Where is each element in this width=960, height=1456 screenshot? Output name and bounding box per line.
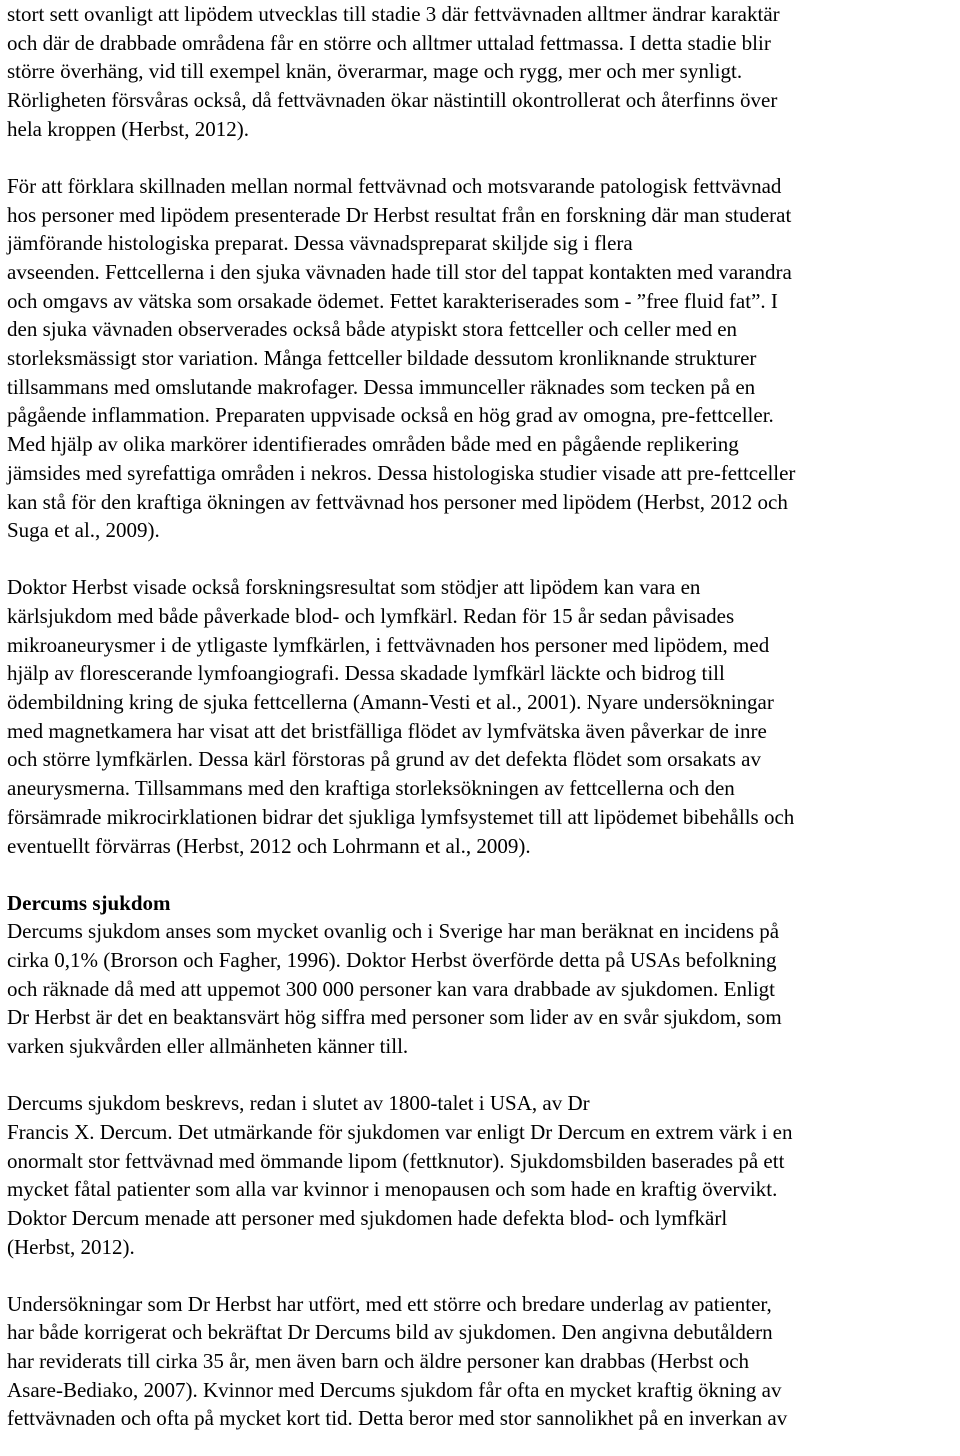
paragraph (7, 0, 960, 144)
text-line: och räknade då med att uppemot 300 000 personer kan vara drabbade av sjukdomen. Enligt (7, 976, 776, 1001)
section-heading: Dercums sjukdom (7, 890, 171, 915)
text-line: kärlsjukdom med både påverkade blod- och lymfkärl. Redan för 15 år sedan påvisades (7, 603, 735, 628)
text-line: tillsammans med omslutande makrofager. Dessa immunceller räknades som tecken på en (7, 374, 756, 399)
text-line: mikroaneurysmer i de ytligaste lymfkärlen, i fettvävnaden hos personer med lipödem, med (7, 632, 770, 657)
text-line: Doktor Herbst visade också forskningsresultat som stödjer att lipödem kan vara en (7, 575, 701, 600)
text-line: hela kroppen (Herbst, 2012). (7, 116, 250, 141)
text-line: Med hjälp av olika markörer identifierades områden både med en pågående replikering (7, 432, 739, 457)
paragraph (7, 1290, 960, 1434)
text-line: försämrade mikrocirklationen bidrar det sjukliga lymfsystemet till att lipödemet bibehålls och (7, 804, 795, 829)
text-line: fettvävnaden och ofta på mycket kort tid. Detta beror med stor sannolikhet på en inverkan av (7, 1406, 788, 1431)
text-line: Asare-Bediako, 2007). Kvinnor med Dercums sjukdom får ofta en mycket kraftig ökning av (7, 1377, 782, 1402)
text-line: stort sett ovanligt att lipödem utvecklas till stadie 3 där fettvävnaden alltmer ändrar karaktär (7, 2, 780, 26)
text-line: Francis X. Dercum. Det utmärkande för sjukdomen var enligt Dr Dercum en extrem värk i en (7, 1119, 793, 1144)
text-line: har reviderats till cirka 35 år, men även barn och äldre personer kan drabbas (Herbst och (7, 1349, 750, 1374)
text-line: och större lymfkärlen. Dessa kärl förstoras på grund av det defekta flödet som orsakats av (7, 747, 762, 772)
text-line: Rörligheten försvåras också, då fettvävnaden ökar nästintill okontrollerat och återfinns över (7, 88, 778, 113)
text-line: jämsides med syrefattiga områden i nekros. Dessa histologiska studier visade att pre-fettceller (7, 460, 796, 485)
text-line: pågående inflammation. Preparaten uppvisade också en hög grad av omogna, pre-fettceller. (7, 403, 774, 428)
text-line: Undersökningar som Dr Herbst har utfört, med ett större och bredare underlag av patienter, (7, 1291, 772, 1316)
text-line: har både korrigerat och bekräftat Dr Dercums bild av sjukdomen. Den angivna debutåldern (7, 1320, 773, 1345)
text-line: och omgavs av vätska som orsakade ödemet. Fettet karakteriserades som - ”free fluid fat”. I (7, 288, 778, 313)
text-line: med magnetkamera har visat att det bristfälliga flödet av lymfvätska även påverkar de inre (7, 718, 767, 743)
paragraph (7, 573, 960, 860)
text-line: hos personer med lipödem presenterade Dr Herbst resultat från en forskning där man studerat (7, 202, 792, 227)
text-line: kan stå för den kraftiga ökningen av fettvävnad hos personer med lipödem (Herbst, 2012 och (7, 489, 788, 514)
text-line: (Herbst, 2012). (7, 1234, 135, 1259)
text-line: Doktor Dercum menade att personer med sjukdomen hade defekta blod- och lymfkärl (7, 1205, 728, 1230)
text-line: avseenden. Fettcellerna i den sjuka vävnaden hade till stor del tappat kontakten med varandra (7, 259, 792, 284)
text-line: Dercums sjukdom beskrevs, redan i slutet av 1800-talet i USA, av Dr (7, 1091, 590, 1116)
text-line: Dr Herbst är det en beaktansvärt hög siffra med personer som lider av en svår sjukdom, som (7, 1005, 782, 1030)
text-line: För att förklara skillnaden mellan normal fettvävnad och motsvarande patologisk fettvävnad (7, 173, 782, 198)
paragraph (7, 172, 960, 545)
text-line: mycket fåtal patienter som alla var kvinnor i menopausen och som hade en kraftig övervikt. (7, 1177, 778, 1202)
text-line: ödembildning kring de sjuka fettcellerna (Amann-Vesti et al., 2001). Nyare undersökningar (7, 690, 774, 715)
text-line: storleksmässigt stor variation. Många fettceller bildade dessutom kronliknande strukturer (7, 346, 757, 371)
text-line: jämförande histologiska preparat. Dessa vävnadspreparat skiljde sig i flera (7, 231, 633, 256)
text-line: större överhäng, vid till exempel knän, överarmar, mage och rygg, mer och mer synligt. (7, 59, 743, 84)
paragraph (7, 1089, 960, 1261)
text-line: aneurysmerna. Tillsammans med den kraftiga storleksökningen av fettcellerna och den (7, 776, 735, 801)
text-line: varken sjukvården eller allmänheten känner till. (7, 1034, 409, 1059)
text-line: Suga et al., 2009). (7, 518, 160, 543)
text-line: hjälp av florescerande lymfoangiografi. Dessa skadade lymfkärl läckte och bidrog till (7, 661, 725, 686)
paragraph (7, 889, 960, 1061)
text-line: onormalt stor fettvävnad med ömmande lipom (fettknutor). Sjukdomsbilden baserades på ett (7, 1148, 785, 1173)
text-line: Dercums sjukdom anses som mycket ovanlig och i Sverige har man beräknat en incidens på (7, 919, 780, 944)
text-line: eventuellt förvärras (Herbst, 2012 och Lohrmann et al., 2009). (7, 833, 531, 858)
text-line: och där de drabbade områdena får en större och alltmer uttalad fettmassa. I detta stadie blir (7, 30, 771, 55)
text-line: cirka 0,1% (Brorson och Fagher, 1996). Doktor Herbst överförde detta på USAs befolkning (7, 947, 777, 972)
text-line: den sjuka vävnaden observerades också både atypiskt stora fettceller och celler med en (7, 317, 738, 342)
